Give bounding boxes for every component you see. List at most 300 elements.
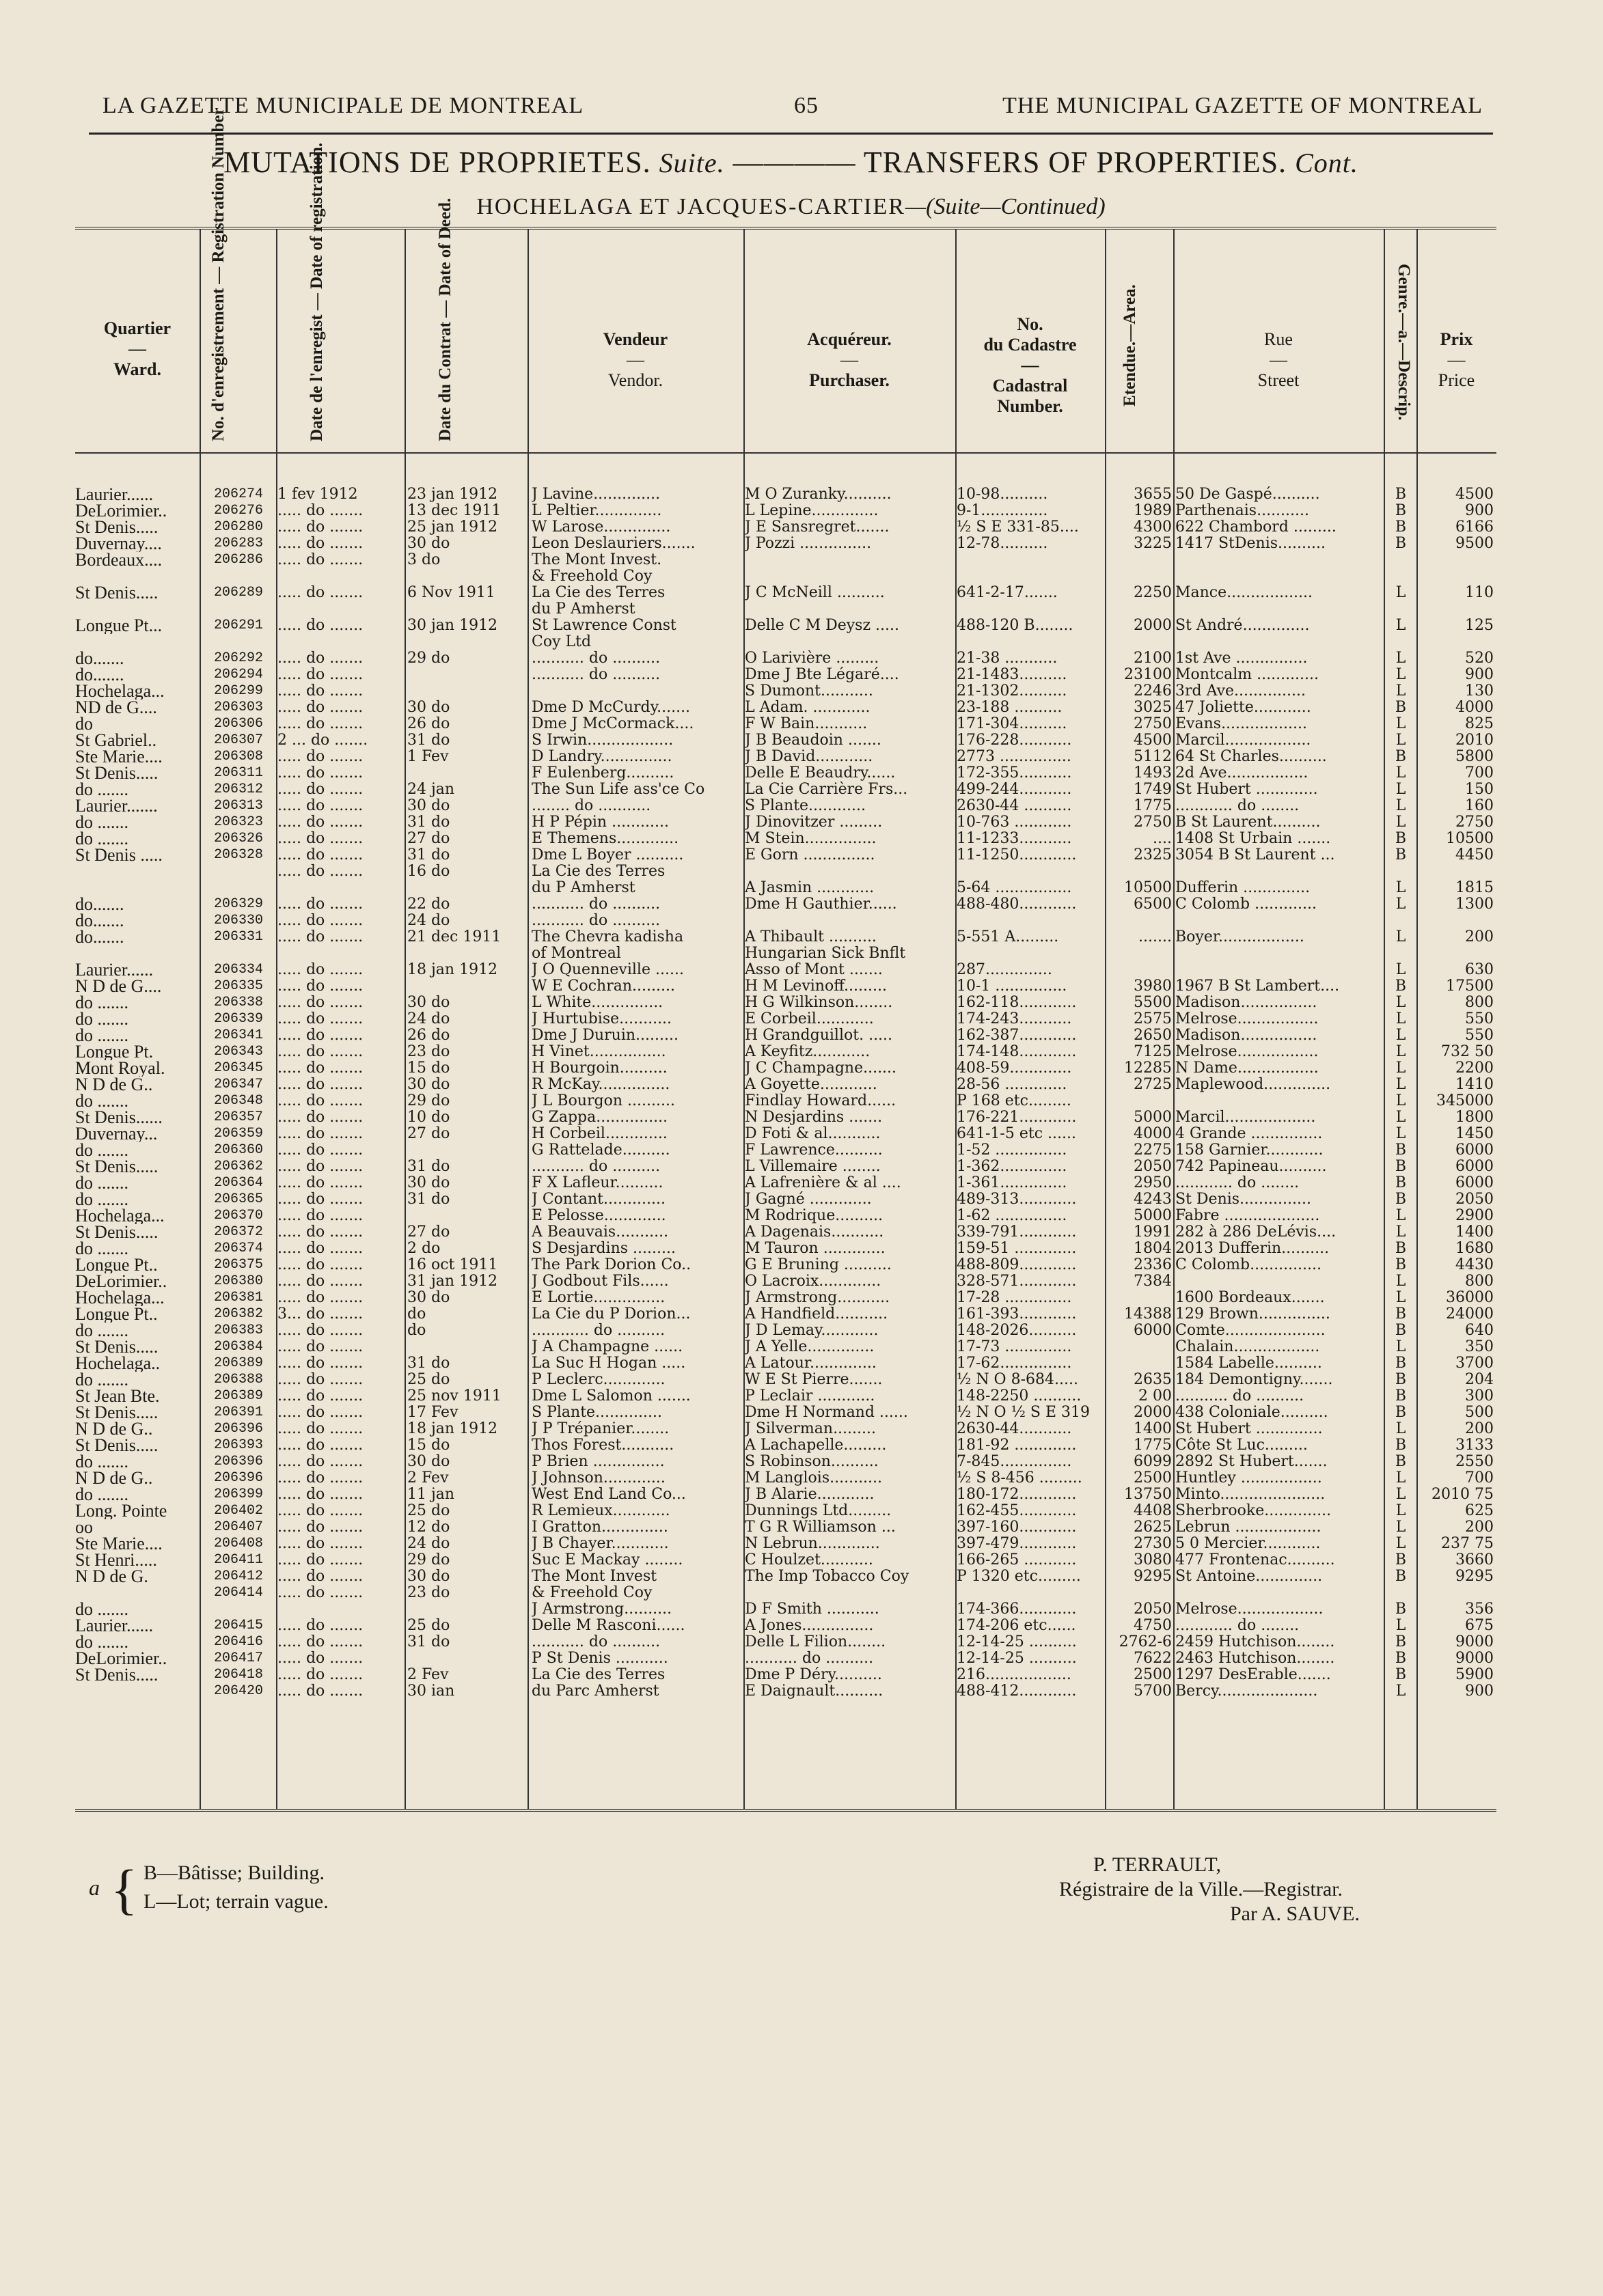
cell-cadastral-number: 488-120 B........ bbox=[957, 618, 1073, 634]
cell-registration-number: 206335 bbox=[213, 978, 263, 994]
cell-price: 900 bbox=[1465, 1683, 1494, 1700]
cell-registration-number: 206303 bbox=[213, 700, 263, 715]
table-row bbox=[75, 995, 1496, 1011]
cell-purchaser: Dme H Normand ...... bbox=[745, 1405, 908, 1421]
table-row bbox=[75, 503, 1496, 519]
title-en-cont: Cont. bbox=[1295, 148, 1358, 178]
cell-registration-number: 206412 bbox=[213, 1568, 263, 1584]
cell-deed-date: 25 do bbox=[407, 1503, 450, 1519]
cell-area: 1989 bbox=[1134, 503, 1172, 519]
cell-registration-number: 206328 bbox=[213, 847, 263, 863]
cell-vendor: F Eulenberg.......... bbox=[532, 765, 674, 782]
cell-ward: St Gabriel.. bbox=[75, 732, 157, 749]
cell-registration-number: 206396 bbox=[213, 1454, 263, 1469]
header-ward-en: Ward. bbox=[113, 359, 162, 379]
cell-purchaser: E Daignault.......... bbox=[745, 1683, 883, 1700]
registrar-title: Régistraire de la Ville.—Registrar. bbox=[1059, 1878, 1343, 1900]
cell-area: 1775 bbox=[1134, 1437, 1172, 1454]
cell-ward: do ....... bbox=[75, 995, 128, 1011]
cell-cadastral-number: 287.............. bbox=[957, 962, 1052, 978]
cell-price: 36000 bbox=[1446, 1290, 1494, 1306]
cell-registration-date: ..... do ....... bbox=[277, 536, 364, 552]
cell-ward: Hochelaga... bbox=[75, 683, 165, 700]
cell-registration-date: ..... do ....... bbox=[277, 1519, 364, 1536]
header-dash: — bbox=[1447, 350, 1466, 370]
cell-area: 3655 bbox=[1134, 486, 1172, 503]
cell-deed-date: 17 Fev bbox=[407, 1405, 458, 1421]
cell-street: Boyer.................. bbox=[1175, 929, 1304, 945]
cell-description: L bbox=[1395, 880, 1406, 896]
cell-vendor: ........... do .......... bbox=[532, 896, 661, 913]
cell-price: 345000 bbox=[1436, 1093, 1494, 1109]
cell-cadastral-number: 488-809............ bbox=[957, 1257, 1077, 1273]
table-row bbox=[75, 1257, 1496, 1273]
header-cadastre-fr-1: No. bbox=[1017, 314, 1043, 334]
cell-description: B bbox=[1395, 1372, 1407, 1388]
cell-street: Parthenais........... bbox=[1175, 503, 1310, 519]
header-rule bbox=[75, 452, 1496, 454]
cell-deed-date: 12 do bbox=[407, 1519, 450, 1536]
cell-registration-date: ..... do ....... bbox=[277, 667, 364, 683]
cell-vendor: Delle M Rasconi...... bbox=[532, 1618, 685, 1634]
cell-purchaser: N Lebrun............. bbox=[745, 1536, 880, 1552]
cell-cadastral-number: 2630-44........... bbox=[957, 1421, 1072, 1437]
cell-ward: Mont Royal. bbox=[75, 1060, 165, 1077]
cell-description: B bbox=[1395, 831, 1407, 847]
cell-street: St André.............. bbox=[1175, 618, 1310, 634]
cell-cadastral-number: 2630-44 .......... bbox=[957, 798, 1072, 814]
cell-area: 2050 bbox=[1134, 1159, 1172, 1175]
cell-registration-date: ..... do ....... bbox=[277, 1421, 364, 1437]
cell-area: 3025 bbox=[1134, 700, 1172, 716]
table-row bbox=[75, 1683, 1496, 1700]
cell-price: 2010 75 bbox=[1431, 1486, 1494, 1503]
cell-price: 700 bbox=[1465, 1470, 1494, 1486]
page-number: 65 bbox=[794, 93, 819, 118]
cell-description: L bbox=[1395, 814, 1406, 831]
cell-registration-number: 206375 bbox=[213, 1257, 263, 1273]
cell-area: 4408 bbox=[1134, 1503, 1172, 1519]
cell-vendor: G Zappa............... bbox=[532, 1109, 668, 1126]
cell-street: 2d Ave................. bbox=[1175, 765, 1309, 782]
cell-vendor: S Plante.............. bbox=[532, 1405, 662, 1421]
cell-vendor: La Cie du P Dorion... bbox=[532, 1306, 691, 1323]
cell-registration-date: ..... do ....... bbox=[277, 1044, 364, 1060]
cell-registration-number: 206286 bbox=[213, 552, 263, 568]
cell-street: 1967 B St Lambert.... bbox=[1175, 978, 1340, 995]
table-row bbox=[75, 732, 1496, 749]
cell-vendor: ........... do .......... bbox=[532, 1159, 661, 1175]
table-row bbox=[75, 749, 1496, 765]
cell-purchaser: J C Champagne....... bbox=[745, 1060, 897, 1077]
cell-purchaser: Delle E Beaudry...... bbox=[745, 765, 896, 782]
cell-deed-date: 24 do bbox=[407, 1011, 450, 1027]
cell-price: 237 75 bbox=[1441, 1536, 1494, 1552]
table-row bbox=[75, 945, 1496, 962]
cell-registration-date: ..... do ....... bbox=[277, 814, 364, 831]
cell-area: 2000 bbox=[1134, 618, 1172, 634]
cell-purchaser: ........... do .......... bbox=[745, 1650, 874, 1667]
cell-vendor: J Hurtubise........... bbox=[532, 1011, 672, 1027]
cell-registration-date: ..... do ....... bbox=[277, 1552, 364, 1568]
cell-cadastral-number: 12-78.......... bbox=[957, 536, 1048, 552]
cell-vendor: H Bourgoin.......... bbox=[532, 1060, 668, 1077]
cell-registration-number: 206381 bbox=[213, 1290, 263, 1305]
cell-deed-date: 29 do bbox=[407, 650, 450, 667]
cell-registration-number: 206329 bbox=[213, 896, 263, 912]
cell-registration-date: ..... do ....... bbox=[277, 1388, 364, 1405]
table-row bbox=[75, 1159, 1496, 1175]
cell-registration-date: ..... do ....... bbox=[277, 863, 364, 880]
cell-purchaser: J D Lemay............ bbox=[745, 1323, 879, 1339]
cell-description: B bbox=[1395, 1355, 1407, 1372]
cell-cadastral-number: 176-228........... bbox=[957, 732, 1072, 749]
cell-ward: do ....... bbox=[75, 831, 128, 847]
header-area: Etendue.—Area. bbox=[1121, 284, 1139, 407]
cell-price: 300 bbox=[1465, 1388, 1494, 1405]
cell-street: Comte..................... bbox=[1175, 1323, 1326, 1339]
cell-deed-date: 30 do bbox=[407, 536, 450, 552]
cell-area: 23100 bbox=[1124, 667, 1172, 683]
cell-cadastral-number: 10-98.......... bbox=[957, 486, 1048, 503]
cell-ward: DeLorimier.. bbox=[75, 1650, 167, 1667]
cell-street: Sherbrooke.............. bbox=[1175, 1503, 1332, 1519]
cell-area: 2762-6 bbox=[1119, 1634, 1172, 1650]
cell-ward: St Denis...... bbox=[75, 1109, 163, 1126]
cell-cadastral-number: 12-14-25 .......... bbox=[957, 1650, 1077, 1667]
cell-price: 3700 bbox=[1455, 1355, 1494, 1372]
cell-deed-date: 16 do bbox=[407, 863, 450, 880]
cell-deed-date: 22 do bbox=[407, 896, 450, 913]
cell-price: 550 bbox=[1465, 1011, 1494, 1027]
cell-purchaser: J C McNeill .......... bbox=[745, 585, 885, 601]
cell-price: 640 bbox=[1465, 1323, 1494, 1339]
cell-cadastral-number: ½ N O 8-684..... bbox=[957, 1372, 1078, 1388]
cell-cadastral-number: 172-355........... bbox=[957, 765, 1072, 782]
legend-building: B—Bâtisse; Building. bbox=[143, 1862, 325, 1884]
cell-cadastral-number: P 1320 etc......... bbox=[957, 1568, 1081, 1585]
table-row bbox=[75, 1519, 1496, 1536]
cell-description: L bbox=[1395, 618, 1406, 634]
cell-area: 2950 bbox=[1134, 1175, 1172, 1191]
cell-ward: Duvernay.... bbox=[75, 536, 162, 552]
table-row bbox=[75, 585, 1496, 601]
cell-ward: St Denis..... bbox=[75, 765, 159, 782]
cell-cadastral-number: 148-2026.......... bbox=[957, 1323, 1077, 1339]
cell-cadastral-number: 21-1302.......... bbox=[957, 683, 1067, 700]
cell-cadastral-number: 21-38 ........... bbox=[957, 650, 1058, 667]
cell-area: .... bbox=[1153, 831, 1172, 847]
cell-area: 2750 bbox=[1134, 814, 1172, 831]
cell-purchaser: L Adam. ............ bbox=[745, 700, 871, 716]
cell-cadastral-number: 5-64 ................ bbox=[957, 880, 1072, 896]
cell-vendor: S Desjardins ......... bbox=[532, 1241, 676, 1257]
cell-registration-date: ..... do ....... bbox=[277, 1437, 364, 1454]
cell-description: B bbox=[1395, 749, 1407, 765]
title-em-rule: ———— bbox=[732, 146, 856, 179]
cell-registration-number: 206283 bbox=[213, 536, 263, 551]
cell-purchaser: M O Zuranky.......... bbox=[745, 486, 892, 503]
header-vendor bbox=[528, 329, 743, 391]
cell-ward: Hochelaga... bbox=[75, 1208, 165, 1224]
cell-vendor: The Sun Life ass'ce Co bbox=[532, 782, 705, 798]
cell-street: St Hubert .............. bbox=[1175, 1421, 1323, 1437]
header-cadastre-en-2: Number. bbox=[997, 396, 1063, 416]
cell-cadastral-number: 488-412............ bbox=[957, 1683, 1077, 1700]
cell-cadastral-number: 171-304.......... bbox=[957, 716, 1067, 732]
cell-purchaser: H M Levinoff......... bbox=[745, 978, 887, 995]
cell-purchaser: Findlay Howard...... bbox=[745, 1093, 896, 1109]
cell-description: L bbox=[1395, 798, 1406, 814]
cell-registration-date: ..... do ....... bbox=[277, 519, 364, 536]
cell-purchaser: O Larivière ......... bbox=[745, 650, 879, 667]
cell-description: B bbox=[1395, 536, 1407, 552]
cell-registration-number: 206308 bbox=[213, 749, 263, 764]
cell-registration-number: 206312 bbox=[213, 782, 263, 797]
cell-vendor: ............ do .......... bbox=[532, 1323, 666, 1339]
header-price-fr: Prix bbox=[1440, 329, 1473, 349]
cell-registration-date: ..... do ....... bbox=[277, 978, 364, 995]
cell-ward: do ....... bbox=[75, 1454, 128, 1470]
cell-street: St Antoine.............. bbox=[1175, 1568, 1323, 1585]
cell-deed-date: 11 jan bbox=[407, 1486, 455, 1503]
cell-registration-number: 206276 bbox=[213, 503, 263, 518]
cell-ward: St Denis..... bbox=[75, 1159, 159, 1175]
cell-vendor: Thos Forest........... bbox=[532, 1437, 674, 1454]
cell-cadastral-number: P 168 etc......... bbox=[957, 1093, 1071, 1109]
table-row bbox=[75, 1437, 1496, 1454]
cell-registration-number: 206399 bbox=[213, 1486, 263, 1502]
cell-ward: N D de G.. bbox=[75, 1077, 153, 1093]
header-street-en: Street bbox=[1257, 370, 1300, 390]
cell-registration-date: ..... do ....... bbox=[277, 1634, 364, 1650]
cell-registration-date: ..... do ....... bbox=[277, 1224, 364, 1241]
cell-ward: Longue Pt.. bbox=[75, 1306, 158, 1323]
cell-description: B bbox=[1395, 486, 1407, 503]
cell-registration-number: 206372 bbox=[213, 1224, 263, 1240]
cell-registration-number: 206331 bbox=[213, 929, 263, 945]
cell-vendor: S Irwin.................. bbox=[532, 732, 674, 749]
cell-purchaser: G E Bruning .......... bbox=[745, 1257, 892, 1273]
cell-ward: do bbox=[75, 716, 93, 732]
cell-description: L bbox=[1395, 896, 1406, 913]
table-row bbox=[75, 1568, 1496, 1585]
cell-description: B bbox=[1395, 1323, 1407, 1339]
cell-vendor: P Leclerc............. bbox=[532, 1372, 666, 1388]
table-row bbox=[75, 814, 1496, 831]
cell-street: 1408 St Urbain ....... bbox=[1175, 831, 1331, 847]
cell-purchaser: Dme H Gauthier...... bbox=[745, 896, 897, 913]
cell-price: 356 bbox=[1465, 1601, 1494, 1618]
cell-registration-number: 206348 bbox=[213, 1093, 263, 1109]
cell-area: 2730 bbox=[1134, 1536, 1172, 1552]
cell-registration-number: 206292 bbox=[213, 650, 263, 666]
cell-vendor: P St Denis ........... bbox=[532, 1650, 668, 1667]
cell-vendor: L White............... bbox=[532, 995, 663, 1011]
cell-cadastral-number: 397-160............ bbox=[957, 1519, 1077, 1536]
cell-purchaser: A Goyette............ bbox=[745, 1077, 877, 1093]
cell-area: 2275 bbox=[1134, 1142, 1172, 1159]
cell-cadastral-number: 641-1-5 etc ...... bbox=[957, 1126, 1076, 1142]
cell-registration-date: ..... do ....... bbox=[277, 765, 364, 782]
running-head-left: LA GAZETTE MUNICIPALE DE MONTREAL bbox=[102, 93, 584, 118]
cell-registration-number: 206326 bbox=[213, 831, 263, 846]
cell-deed-date: 30 do bbox=[407, 1568, 450, 1585]
cell-cadastral-number: 180-172............ bbox=[957, 1486, 1077, 1503]
cell-street: N Dame................. bbox=[1175, 1060, 1319, 1077]
cell-price: 900 bbox=[1465, 667, 1494, 683]
cell-street: 742 Papineau.......... bbox=[1175, 1159, 1327, 1175]
cell-registration-date: ..... do ....... bbox=[277, 962, 364, 978]
cell-registration-number: 206357 bbox=[213, 1109, 263, 1125]
cell-ward: do ....... bbox=[75, 1191, 128, 1208]
cell-area: 2246 bbox=[1134, 683, 1172, 700]
cell-registration-number: 206334 bbox=[213, 962, 263, 978]
cell-ward: N D de G. bbox=[75, 1568, 148, 1585]
cell-registration-number: 206418 bbox=[213, 1667, 263, 1683]
table-row bbox=[75, 1208, 1496, 1224]
cell-registration-number: 206289 bbox=[213, 585, 263, 600]
cell-vendor: Suc E Mackay ........ bbox=[532, 1552, 683, 1568]
cell-description: B bbox=[1395, 1175, 1407, 1191]
table-row bbox=[75, 913, 1496, 929]
cell-street: 1417 StDenis.......... bbox=[1175, 536, 1326, 552]
cell-registration-date: ..... do ....... bbox=[277, 503, 364, 519]
cell-registration-date: ..... do ....... bbox=[277, 1454, 364, 1470]
cell-area: 6000 bbox=[1134, 1323, 1172, 1339]
cell-description: L bbox=[1395, 683, 1406, 700]
cell-price: 1410 bbox=[1455, 1077, 1494, 1093]
cell-registration-date: ..... do ....... bbox=[277, 1339, 364, 1355]
header-cadastre-fr-2: du Cadastre bbox=[983, 335, 1077, 355]
table-row bbox=[75, 863, 1496, 880]
cell-vendor: E Lortie............... bbox=[532, 1290, 666, 1306]
cell-area: 4243 bbox=[1134, 1191, 1172, 1208]
cell-area: 2575 bbox=[1134, 1011, 1172, 1027]
cell-street: Marcil.................. bbox=[1175, 732, 1311, 749]
cell-cadastral-number: 174-243........... bbox=[957, 1011, 1072, 1027]
cell-cadastral-number: 488-480............ bbox=[957, 896, 1077, 913]
cell-price: 675 bbox=[1465, 1618, 1494, 1634]
cell-street: C Colomb............... bbox=[1175, 1257, 1322, 1273]
cell-purchaser: La Cie Carrière Frs... bbox=[745, 782, 908, 798]
cell-registration-number: 206370 bbox=[213, 1208, 263, 1223]
cell-vendor: du Parc Amherst bbox=[532, 1683, 659, 1700]
cell-purchaser: S Robinson.......... bbox=[745, 1454, 879, 1470]
cell-deed-date: 18 jan 1912 bbox=[407, 962, 498, 978]
cell-deed-date: 25 do bbox=[407, 1618, 450, 1634]
cell-purchaser: D Foti & al........... bbox=[745, 1126, 881, 1142]
cell-price: 4500 bbox=[1455, 486, 1494, 503]
cell-vendor: A Beauvais........... bbox=[532, 1224, 669, 1241]
cell-ward: St Denis..... bbox=[75, 1405, 159, 1421]
cell-ward: Ste Marie.... bbox=[75, 1536, 163, 1552]
cell-price: 520 bbox=[1465, 650, 1494, 667]
table-row bbox=[75, 601, 1496, 618]
cell-area: 7125 bbox=[1134, 1044, 1172, 1060]
cell-street: 1600 Bordeaux....... bbox=[1175, 1290, 1325, 1306]
cell-registration-date: ..... do ....... bbox=[277, 1142, 364, 1159]
cell-purchaser: A Keyfitz............ bbox=[745, 1044, 871, 1060]
cell-vendor: The Mont Invest bbox=[532, 1568, 657, 1585]
cell-deed-date: 27 do bbox=[407, 1126, 450, 1142]
table-row bbox=[75, 1339, 1496, 1355]
header-cadastre bbox=[955, 314, 1105, 417]
cell-registration-date: ..... do ....... bbox=[277, 552, 364, 568]
cell-registration-number: 206374 bbox=[213, 1241, 263, 1256]
cell-area: 10500 bbox=[1124, 880, 1172, 896]
cell-registration-number: 206417 bbox=[213, 1650, 263, 1666]
cell-price: 2550 bbox=[1455, 1454, 1494, 1470]
cell-description: B bbox=[1395, 1568, 1407, 1585]
cell-ward: do ....... bbox=[75, 1634, 128, 1650]
cell-vendor: Coy Ltd bbox=[532, 634, 592, 650]
cell-ward: do ....... bbox=[75, 1486, 128, 1503]
cell-street: ............ do ........ bbox=[1175, 798, 1300, 814]
cell-description: B bbox=[1395, 503, 1407, 519]
cell-vendor: P Brien ............... bbox=[532, 1454, 665, 1470]
cell-price: 200 bbox=[1465, 1421, 1494, 1437]
cell-registration-number: 206391 bbox=[213, 1405, 263, 1420]
cell-registration-date: ..... do ....... bbox=[277, 1486, 364, 1503]
cell-street: 158 Garnier............ bbox=[1175, 1142, 1324, 1159]
cell-vendor: R McKay............... bbox=[532, 1077, 670, 1093]
cell-registration-number: 206362 bbox=[213, 1159, 263, 1174]
header-dash: — bbox=[1270, 350, 1287, 370]
cell-area: 1400 bbox=[1134, 1421, 1172, 1437]
cell-purchaser: Delle C M Deysz ..... bbox=[745, 618, 900, 634]
cell-area: 2635 bbox=[1134, 1372, 1172, 1388]
cell-deed-date: 31 do bbox=[407, 1159, 450, 1175]
cell-purchaser: N Desjardins ....... bbox=[745, 1109, 883, 1126]
table-row bbox=[75, 1634, 1496, 1650]
cell-description: L bbox=[1395, 716, 1406, 732]
cell-price: 130 bbox=[1465, 683, 1494, 700]
cell-purchaser: A Dagenais........... bbox=[745, 1224, 884, 1241]
cell-street: C Colomb ............. bbox=[1175, 896, 1317, 913]
header-dash: — bbox=[1021, 355, 1039, 375]
cell-cadastral-number: 17-73 .............. bbox=[957, 1339, 1072, 1355]
cell-street: Côte St Luc......... bbox=[1175, 1437, 1308, 1454]
cell-price: 5900 bbox=[1455, 1667, 1494, 1683]
cell-purchaser: J Pozzi ............... bbox=[745, 536, 872, 552]
cell-purchaser: J B David............ bbox=[745, 749, 873, 765]
cell-purchaser: A Handfield........... bbox=[745, 1306, 888, 1323]
cell-area: 2650 bbox=[1134, 1027, 1172, 1044]
table-row bbox=[75, 1372, 1496, 1388]
table-row bbox=[75, 929, 1496, 945]
cell-cadastral-number: 499-244........... bbox=[957, 782, 1072, 798]
cell-description: L bbox=[1395, 1224, 1406, 1241]
cell-purchaser: J Dinovitzer ......... bbox=[745, 814, 883, 831]
cell-purchaser: The Imp Tobacco Coy bbox=[745, 1568, 909, 1585]
cell-cadastral-number: 1-62 ............... bbox=[957, 1208, 1067, 1224]
registrar-by: Par A. SAUVE. bbox=[1230, 1903, 1360, 1925]
cell-area: 5112 bbox=[1134, 749, 1172, 765]
cell-registration-number: 206416 bbox=[213, 1634, 263, 1650]
cell-description: B bbox=[1395, 1634, 1407, 1650]
cell-ward: do....... bbox=[75, 650, 124, 667]
cell-price: 350 bbox=[1465, 1339, 1494, 1355]
cell-registration-number: 206364 bbox=[213, 1175, 263, 1191]
cell-deed-date: 31 do bbox=[407, 1355, 450, 1372]
cell-cadastral-number: 328-571............ bbox=[957, 1273, 1077, 1290]
cell-deed-date: 18 jan 1912 bbox=[407, 1421, 498, 1437]
cell-purchaser: Asso of Mont ....... bbox=[745, 962, 883, 978]
cell-description: B bbox=[1395, 1437, 1407, 1454]
cell-cadastral-number: 11-1233........... bbox=[957, 831, 1072, 847]
cell-area: 2625 bbox=[1134, 1519, 1172, 1536]
